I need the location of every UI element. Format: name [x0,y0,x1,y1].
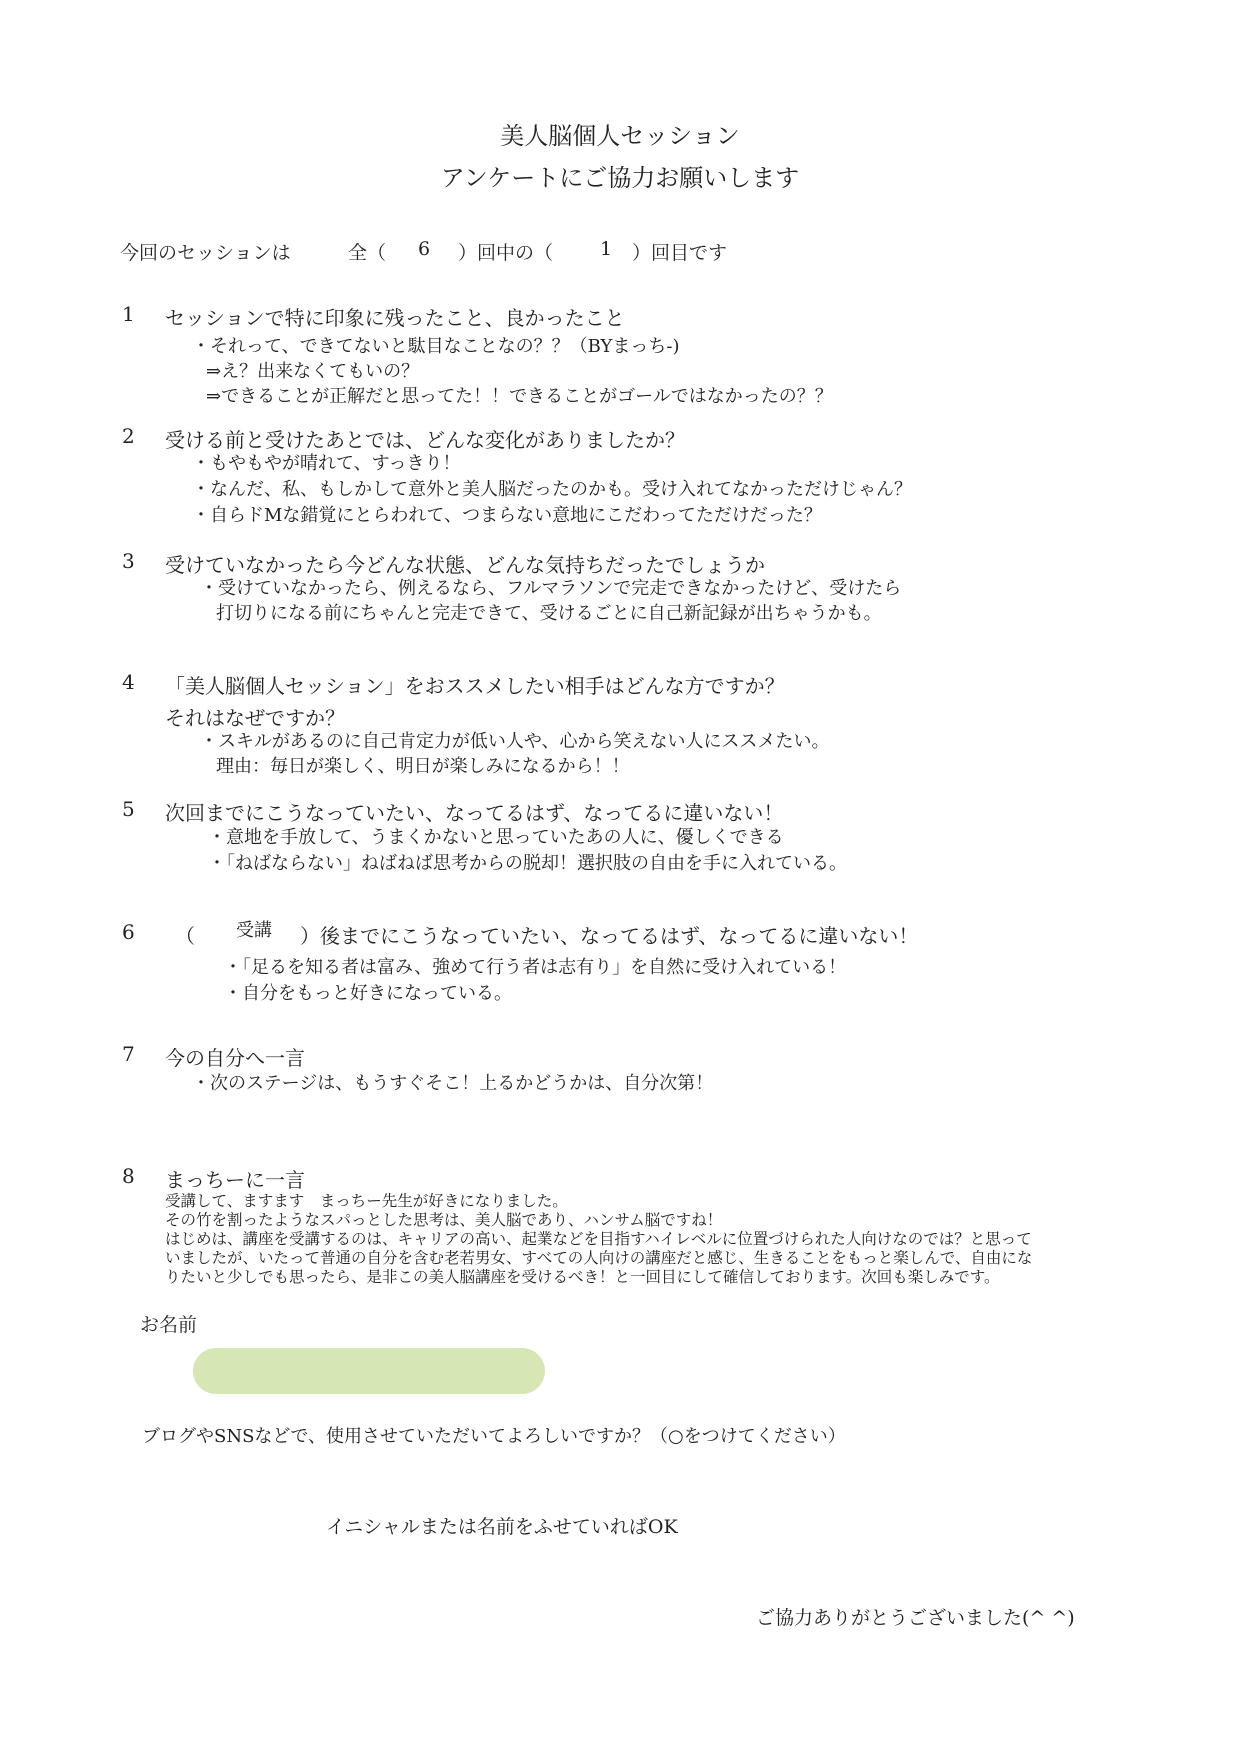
answer-line: その竹を割ったようなスパっとした思考は、美人脳であり、ハンサム脳ですね！ [165,1211,723,1229]
page-subtitle: アンケートにご協力お願いします [440,164,800,192]
question-number: 2 [122,424,135,448]
answer-line: ・自分をもっと好きになっている。 [224,983,512,1004]
question-number: 7 [122,1042,135,1066]
answer-line: りたいと少しでも思ったら、是非この美人脳講座を受けるべき！と一回目にして確信しております。次回も楽しみです。 [165,1268,1000,1286]
question-text: 受ける前と受けたあとでは、どんな変化がありましたか？ [165,428,685,452]
answer-line: ・なんだ、私、もしかして意外と美人脳だったのかも。受け入れてなかっただけじゃん？ [192,479,912,500]
session-current: 1 [600,238,613,260]
question-fill-value: 受講 [236,920,272,941]
session-suffix: ）回目です [632,242,728,264]
answer-line: ・「足るを知る者は富み、強めて行う者は志有り」を自然に受け入れている！ [224,957,847,978]
question-text-2: それはなぜですか？ [165,706,345,730]
answer-line: ・「ねばならない」ねばねば思考からの脱却！選択肢の自由を手に入れている。 [208,853,847,874]
question-number: 5 [122,797,135,821]
name-field[interactable] [193,1348,545,1394]
answer-line: ・自らドMな錯覚にとらわれて、つまらない意地にこだわってただけだった？ [192,505,822,526]
question-text: 「美人脳個人セッション」をおススメしたい相手はどんな方ですか？ [165,674,785,698]
question-number: 3 [122,549,135,573]
answer-line: 打切りになる前にちゃんと完走できて、受けるごとに自己新記録が出ちゃうかも。 [216,603,882,624]
answer-line: いましたが、いたって普通の自分を含む老若男女、すべての人向けの講座だと感じ、生きることをもっと楽しんで、自由にな [165,1249,1033,1267]
question-text: 受けていなかったら今どんな状態、どんな気持ちだったでしょうか [165,553,765,577]
page-title: 美人脳個人セッション [500,122,740,150]
answer-line: ⇒できることが正解だと思ってた！！できることがゴールではなかったの？？ [206,386,833,407]
question-text: まっちーに一言 [165,1168,305,1192]
session-mid-label: ）回中の（ [458,242,554,264]
question-text: 今の自分へ一言 [165,1046,305,1070]
sns-option[interactable]: イニシャルまたは名前をふせていればOK [326,1516,678,1538]
question-text: セッションで特に印象に残ったこと、良かったこと [165,306,625,330]
answer-line: 理由：毎日が楽しく、明日が楽しみになるから！！ [216,756,630,777]
session-total-label: 全（ [348,242,387,264]
answer-line: ・それって、できてないと駄目なことなの？？（BYまっち-) [192,336,680,357]
question-paren-open: （ [175,924,195,948]
name-label: お名前 [140,1314,198,1336]
sns-question: ブログやSNSなどで、使用させていただいてよろしいですか？（○をつけてください） [142,1426,846,1447]
session-prefix: 今回のセッションは [120,242,291,264]
question-number: 4 [122,670,135,694]
question-text: ）後までにこうなっていたい、なってるはず、なってるに違いない！ [300,924,919,948]
answer-line: ・もやもやが晴れて、すっきり！ [192,453,461,474]
answer-line: 受講して、ますます まっちー先生が好きになりました。 [165,1192,568,1210]
answer-line: ⇒え？出来なくてもいの？ [206,361,420,382]
answer-line: ・次のステージは、もうすぐそこ！上るかどうかは、自分次第！ [192,1073,714,1094]
answer-line: はじめは、講座を受講するのは、キャリアの高い、起業などを目指すハイレベルに位置づけられた人向けなのでは？と思って [165,1230,1032,1248]
question-number: 8 [122,1164,135,1188]
answer-line: ・スキルがあるのに自己肯定力が低い人や、心から笑えない人にススメたい。 [200,731,830,752]
session-total: 6 [418,238,431,260]
answer-line: ・意地を手放して、うまくかないと思っていたあの人に、優しくできる [208,827,784,848]
thanks-message: ご協力ありがとうございました(^ ^) [756,1607,1075,1629]
question-text: 次回までにこうなっていたい、なってるはず、なってるに違いない！ [165,801,784,825]
question-number: 6 [122,920,135,944]
question-number: 1 [122,302,135,326]
answer-line: ・受けていなかったら、例えるなら、フルマラソンで完走できなかったけど、受けたら [200,578,902,599]
